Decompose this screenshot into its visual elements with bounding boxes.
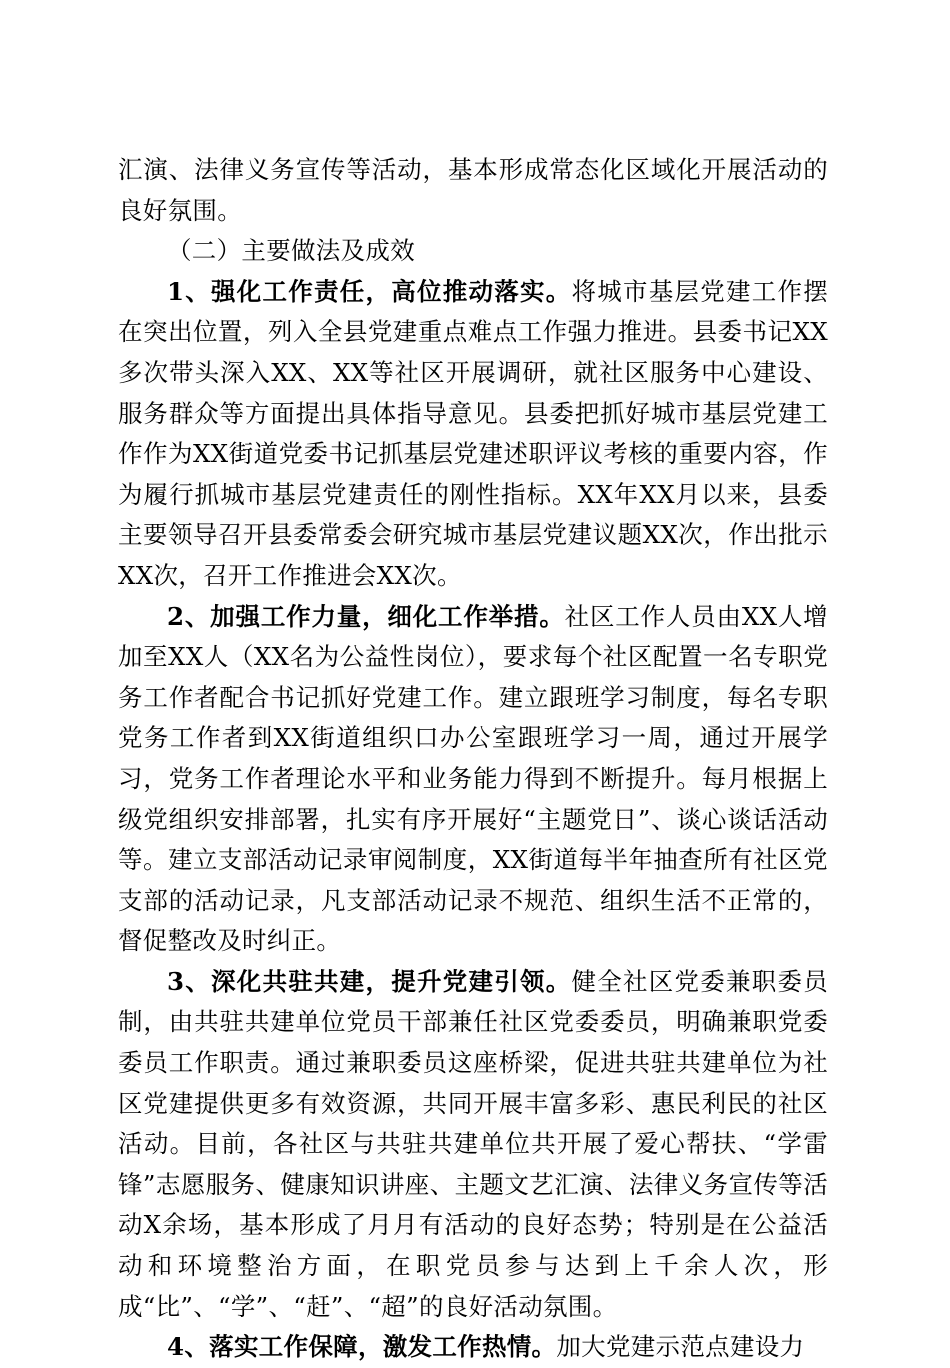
item-paragraph-2 bbox=[118, 597, 828, 962]
document-body bbox=[118, 150, 828, 1368]
continuation-paragraph: 汇演、法律义务宣传等活动，基本形成常态化区域化开展活动的良好氛围。 bbox=[118, 155, 828, 225]
item-body-3: 健全社区党委兼职委员制，由共驻共建单位党员干部兼任社区党委委员，明确兼职党委委员工作职责。通过兼职委员这座桥梁，促进共驻共建单位为社区党建提供更多有效资源，共同开展丰富多彩、惠民利民的社区活动。目前，各社区与共驻共建单位共开展了爱心帮扶、“学雷锋”志愿服务、健康知识讲座、主题文艺汇演、法律义务宣传等活动X余场，基本形成了月月有活动的良好态势；特别是在公益活动和环境整治方面，在职党员参与达到上千余人次，形成“比”、“学”、“赶”、“超”的良好活动氛围。 bbox=[118, 966, 829, 1321]
item-body-2: 社区工作人员由XX人增加至XX人（XX名为公益性岗位），要求每个社区配置一名专职党务工作者配合书记抓好党建工作。建立跟班学习制度，每名专职党务工作者到XX街道组织口办公室跟班学习一周，通过开展学习，党务工作者理论水平和业务能力得到不断提升。每月根据上级党组织安排部署，扎实有序开展好“主题党日”、谈心谈话活动等。建立支部活动记录审阅制度，XX街道每半年抽查所有社区党支部的活动记录，凡支部活动记录不规范、组织生活不正常的，督促整改及时纠正。 bbox=[118, 601, 828, 956]
item-lead-1: 1、强化工作责任，高位推动落实。 bbox=[167, 276, 572, 306]
item-paragraph-1 bbox=[118, 272, 828, 597]
item-lead-4: 4、落实工作保障，激发工作热情。 bbox=[167, 1332, 557, 1362]
item-paragraph-3 bbox=[118, 962, 828, 1327]
section-heading: （二）主要做法及成效 bbox=[167, 236, 415, 266]
item-lead-3: 3、深化共驻共建，提升党建引领。 bbox=[167, 966, 572, 996]
item-lead-2: 2、加强工作力量，细化工作举措。 bbox=[167, 601, 565, 631]
item-body-1: 将城市基层党建工作摆在突出位置，列入全县党建重点难点工作强力推进。县委书记XX多次带头深入XX、XX等社区开展调研，就社区服务中心建设、服务群众等方面提出具体指导意见。县委把抓好城市基层党建工作作为XX街道党委书记抓基层党建述职评议考核的重要内容，作为履行抓城市基层党建责任的刚性指标。XX年XX月以来，县委主要领导召开县委常委会研究城市基层党建议题XX次，作出批示XX次，召开工作推进会XX次。 bbox=[118, 276, 828, 590]
item-paragraph-4 bbox=[118, 1327, 828, 1368]
item-body-4: 加大党建示范点建设力 bbox=[556, 1332, 805, 1362]
